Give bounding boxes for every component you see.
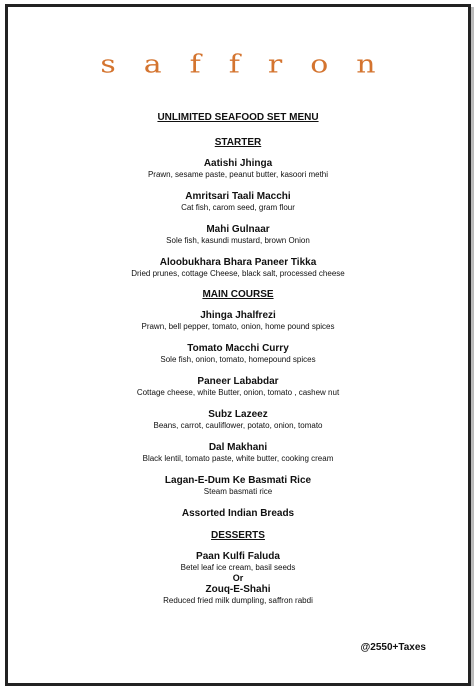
item-description: Black lentil, tomato paste, white butter, cooking cream xyxy=(142,454,334,463)
item-name: Amritsari Taali Macchi xyxy=(185,191,291,202)
section-heading-desserts: DESSERTS xyxy=(211,530,265,541)
item-name: Subz Lazeez xyxy=(208,409,268,420)
brand-logo: saffron xyxy=(100,49,404,80)
item-description: Cottage cheese, white Butter, onion, tomato , cashew nut xyxy=(136,388,340,397)
menu-item xyxy=(8,256,468,279)
item-description: Sole fish, kasundi mustard, brown Onion xyxy=(166,236,310,245)
menu-item xyxy=(8,190,468,213)
item-description: Cat fish, carom seed, gram flour xyxy=(181,203,295,212)
menu-title: UNLIMITED SEAFOOD SET MENU xyxy=(157,112,319,123)
item-name: Tomato Macchi Curry xyxy=(187,343,289,354)
price-label: @2550+Taxes xyxy=(360,642,426,653)
menu-item xyxy=(8,157,468,180)
item-description: Reduced fried milk dumpling, saffron rabdi xyxy=(163,596,313,605)
menu-item xyxy=(8,223,468,246)
section-heading-starter: STARTER xyxy=(214,137,262,148)
item-description: Sole fish, onion, tomato, homepound spices xyxy=(160,355,316,364)
item-description: Steam basmati rice xyxy=(203,487,273,496)
menu-item xyxy=(8,507,468,520)
item-name: Zouq-E-Shahi xyxy=(205,584,271,595)
menu-content xyxy=(8,112,468,616)
item-name: Dal Makhani xyxy=(208,442,268,453)
item-name: Assorted Indian Breads xyxy=(181,508,295,519)
item-name: Aatishi Jhinga xyxy=(203,158,273,169)
item-description: Beans, carrot, cauliflower, potato, onion, tomato xyxy=(153,421,323,430)
menu-card xyxy=(5,4,471,686)
menu-item xyxy=(8,309,468,332)
item-name: Lagan-E-Dum Ke Basmati Rice xyxy=(164,475,312,486)
menu-item xyxy=(8,375,468,398)
menu-item xyxy=(8,441,468,464)
or-separator: Or xyxy=(232,573,244,583)
item-name: Jhinga Jhalfrezi xyxy=(200,310,276,321)
item-description: Betel leaf ice cream, basil seeds xyxy=(180,563,296,572)
item-name: Paneer Lababdar xyxy=(197,376,279,387)
item-description: Dried prunes, cottage Cheese, black salt, processed cheese xyxy=(131,269,345,278)
item-name: Mahi Gulnaar xyxy=(206,224,270,235)
menu-item xyxy=(8,583,468,606)
item-name: Aloobukhara Bhara Paneer Tikka xyxy=(159,257,317,268)
item-name: Paan Kulfi Faluda xyxy=(196,551,280,562)
menu-item xyxy=(8,550,468,573)
section-heading-main-course: MAIN COURSE xyxy=(202,289,274,300)
item-description: Prawn, bell pepper, tomato, onion, home pound spices xyxy=(141,322,335,331)
item-description: Prawn, sesame paste, peanut butter, kasoori methi xyxy=(147,170,329,179)
menu-item xyxy=(8,474,468,497)
menu-item xyxy=(8,342,468,365)
menu-item xyxy=(8,408,468,431)
